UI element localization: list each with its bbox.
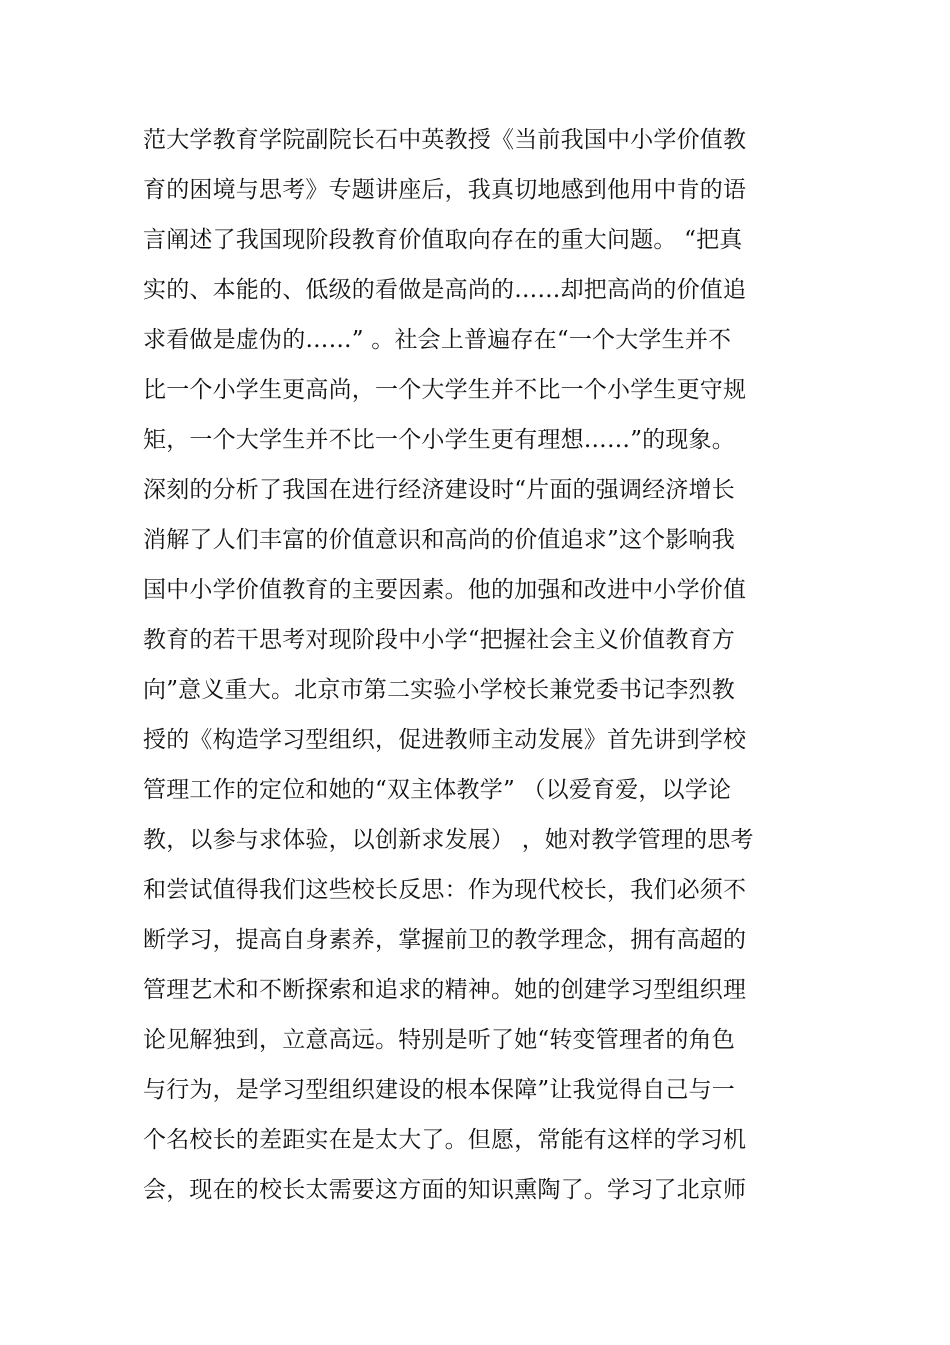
text-line: 范大学教育学院副院长石中英教授《当前我国中小学价值教 (143, 127, 747, 153)
text-line: 矩，一个大学生并不比一个小学生更有理想……”的现象。 (143, 427, 735, 453)
text-line: 教育的若干思考对现阶段中小学“把握社会主义价值教育方 (143, 627, 735, 653)
text-line: 国中小学价值教育的主要因素。他的加强和改进中小学价值 (143, 577, 747, 603)
text-line: 教，以参与求体验，以创新求发展） ，她对教学管理的思考 (143, 827, 754, 853)
text-line: 授的《构造学习型组织，促进教师主动发展》首先讲到学校 (143, 727, 747, 753)
text-line: 会，现在的校长太需要这方面的知识熏陶了。学习了北京师 (143, 1177, 747, 1203)
text-line: 言阐述了我国现阶段教育价值取向存在的重大问题。 “把真 (143, 227, 743, 253)
text-line: 管理艺术和不断探索和追求的精神。她的创建学习型组织理 (143, 977, 747, 1003)
text-line: 和尝试值得我们这些校长反思：作为现代校长，我们必须不 (143, 877, 747, 903)
text-line: 个名校长的差距实在是太大了。但愿，常能有这样的学习机 (143, 1127, 747, 1153)
text-line: 向”意义重大。北京市第二实验小学校长兼党委书记李烈教 (143, 677, 735, 703)
text-line: 断学习，提高自身素养，掌握前卫的教学理念，拥有高超的 (143, 927, 747, 953)
text-line: 深刻的分析了我国在进行经济建设时“片面的强调经济增长 (143, 477, 735, 503)
text-line: 育的困境与思考》专题讲座后，我真切地感到他用中肯的语 (143, 177, 747, 203)
text-line: 论见解独到，立意高远。特别是听了她“转变管理者的角色 (143, 1027, 735, 1053)
text-line: 比一个小学生更高尚，一个大学生并不比一个小学生更守规 (143, 377, 747, 403)
text-line: 实的、本能的、低级的看做是高尚的……却把高尚的价值追 (143, 277, 747, 303)
text-line: 消解了人们丰富的价值意识和高尚的价值追求”这个影响我 (143, 527, 735, 553)
text-line: 求看做是虚伪的……” 。社会上普遍存在“一个大学生并不 (143, 327, 732, 353)
text-line: 管理工作的定位和她的“双主体教学” （以爱育爱，以学论 (143, 777, 732, 803)
text-line: 与行为，是学习型组织建设的根本保障”让我觉得自己与一 (143, 1077, 735, 1103)
